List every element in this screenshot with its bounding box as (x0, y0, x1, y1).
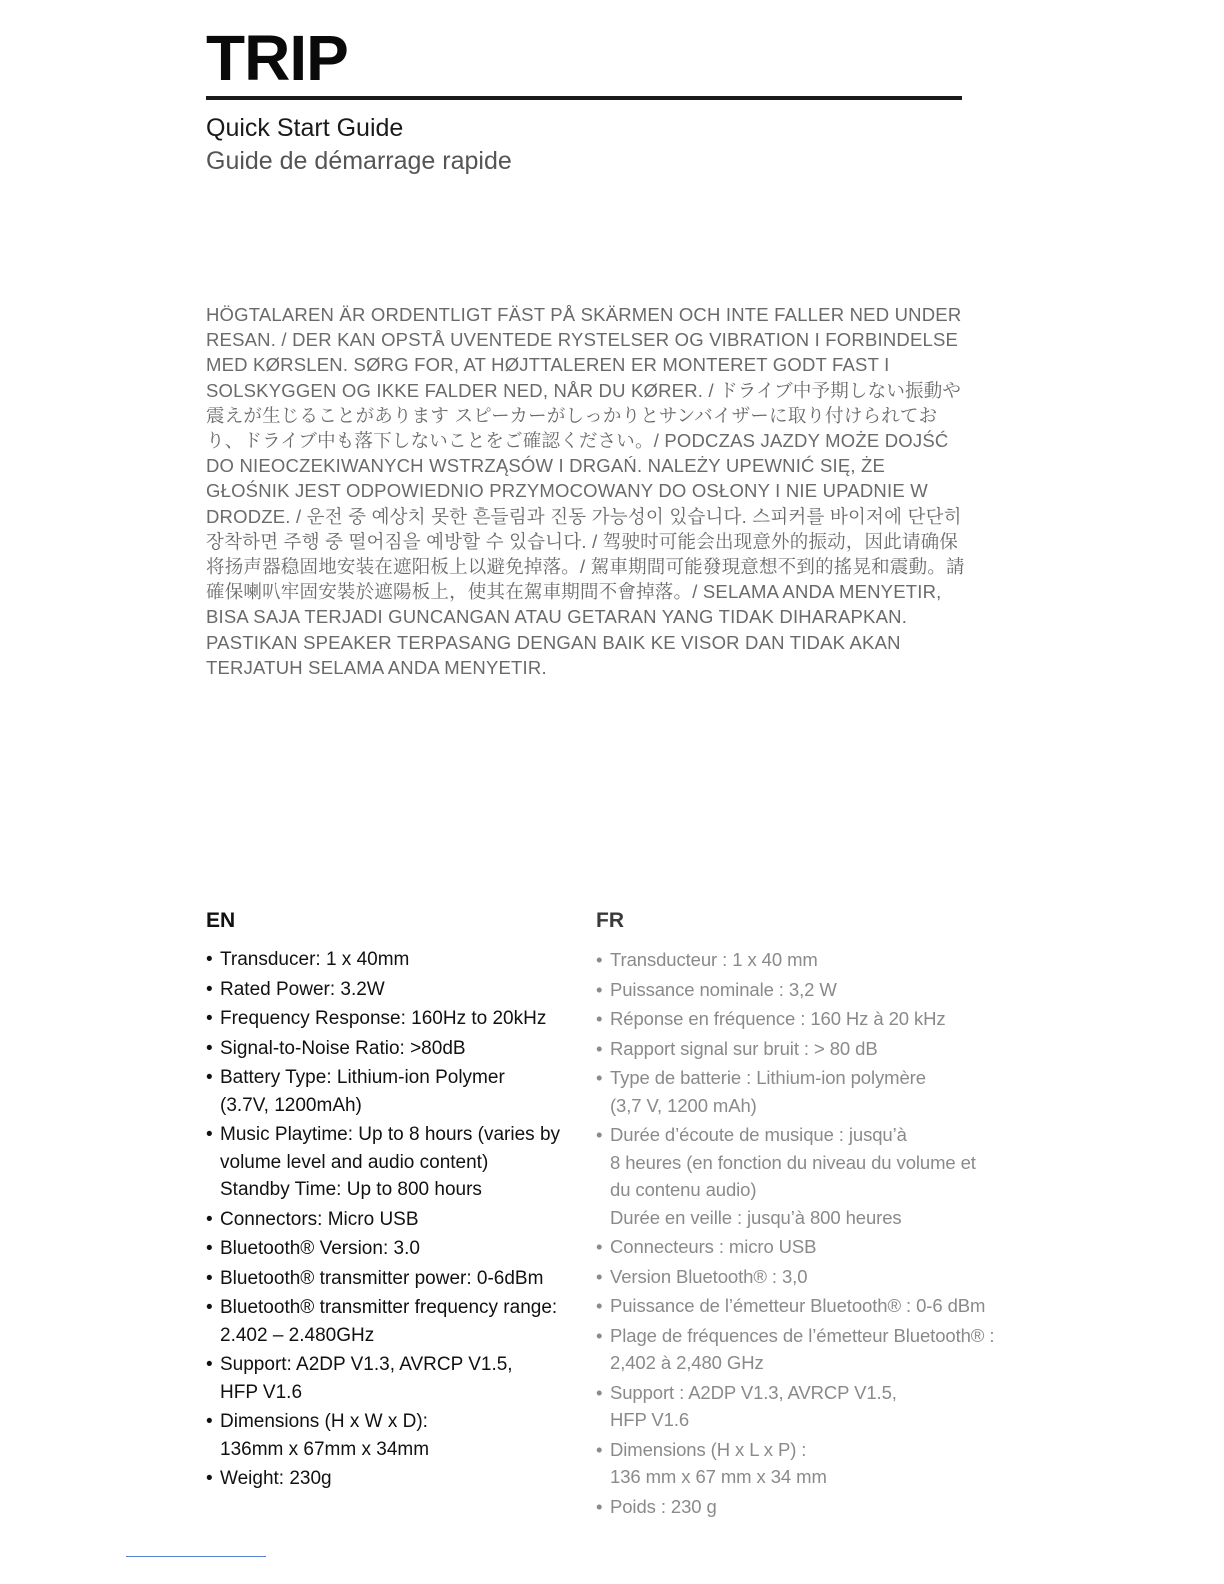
subtitle-french: Guide de démarrage rapide (206, 147, 512, 175)
spec-line: • Transducteur : 1 x 40 mm (610, 949, 818, 970)
spec-line: • Dimensions (H x W x D): (220, 1411, 428, 1432)
spec-line: • Type de batterie : Lithium-ion polymère (610, 1067, 926, 1088)
spec-line: (3.7V, 1200mAh) (220, 1094, 362, 1116)
spec-line: • Rated Power: 3.2W (220, 978, 385, 1000)
multilingual-safety-warning: HÖGTALAREN ÄR ORDENTLIGT FÄST PÅ SKÄRMEN OCH INTE FALLER NED UNDER RESAN. / DER KAN OPSTÅ UVENTEDE RYSTELSER OG VIBRATION I FORBINDELSE MED KØRSLEN. SØRG FOR, AT HØJTTALEREN ER MONTERET GODT FAST I SOLSKYGGEN OG IKKE FALDER NED, NÅR DU KØRER. / ドライブ中予期しない振動や震えが生じることがあります スピーカーがしっかりとサンバイザーに取り付けられており、ドライブ中も落下しないことをご確認ください。/ PODCZAS JAZDY MOŻE DOJŚĆ DO NIEOCZEKIWANYCH WSTRZĄSÓW I DRGAŃ. NALEŻY UPEWNIĆ SIĘ, ŻE GŁOŚNIK JEST ODPOWIEDNIO PRZYMOCOWANY DO OSŁONY I NIE UPADNIE W DRODZE. / 운전 중 예상치 못한 흔들림과 진동 가능성이 있습니다. 스피커를 바이저에 단단히 장착하면 주행 중 떨어짐을 예방할 수 있습니다. / 驾驶时可能会出现意外的振动，因此请确保将扬声器稳固地安装在遮阳板上以避免掉落。/ 駕車期間可能發現意想不到的搖晃和震動。請確保喇叭牢固安裝於遮陽板上，使其在駕車期間不會掉落。/ SELAMA ANDA MENYETIR, BISA SAJA TERJADI GUNCANGAN ATAU GETARAN YANG TIDAK DIHARAPKAN. PASTIKAN SPEAKER TERPASANG DENGAN BAIK KE VISOR DAN TIDAK AKAN TERJATUH SELAMA ANDA MENYETIR. (206, 304, 965, 678)
spec-item (596, 1379, 1006, 1434)
spec-line: • Puissance nominale : 3,2 W (610, 978, 837, 1000)
spec-line: • Dimensions (H x L x P) : (610, 1438, 807, 1460)
spec-item (206, 1408, 576, 1463)
spec-line: du contenu audio) (610, 1179, 757, 1200)
spec-list-english (206, 946, 576, 1493)
spec-line: • Bluetooth® transmitter power: 0-6dBm (220, 1267, 544, 1289)
spec-item (206, 946, 576, 974)
spec-item (596, 1322, 1006, 1377)
spec-line: 2.402 – 2.480GHz (220, 1324, 375, 1346)
spec-line: • Plage de fréquences de l’émetteur Bluetooth® : (610, 1324, 995, 1346)
spec-line: 2,402 à 2,480 GHz (610, 1352, 764, 1373)
title-divider (206, 96, 962, 100)
spec-line: Durée en veille : jusqu’à 800 heures (610, 1206, 902, 1228)
spec-line: • Bluetooth® transmitter frequency range: (220, 1297, 558, 1318)
spec-item (596, 1493, 1006, 1521)
spec-line: • Signal-to-Noise Ratio: >80dB (220, 1037, 466, 1059)
spec-item (596, 1121, 1006, 1231)
spec-line: • Support: A2DP V1.3, AVRCP V1.5, (220, 1354, 513, 1375)
spec-line: • Connecteurs : micro USB (610, 1236, 817, 1257)
page-footer-line (126, 1556, 266, 1557)
specs-heading-french: FR (596, 909, 624, 932)
spec-line: (3,7 V, 1200 mAh) (610, 1094, 757, 1116)
spec-line: • Poids : 230 g (610, 1495, 717, 1517)
spec-line: • Version Bluetooth® : 3,0 (610, 1265, 808, 1287)
spec-item (206, 1035, 576, 1063)
spec-item (596, 946, 1006, 974)
spec-line: • Connectors: Micro USB (220, 1208, 419, 1230)
spec-line: • Music Playtime: Up to 8 hours (varies by (220, 1124, 561, 1145)
spec-line: volume level and audio content) (220, 1151, 489, 1173)
spec-line: • Rapport signal sur bruit : > 80 dB (610, 1037, 878, 1059)
product-title: TRIP (206, 22, 348, 94)
spec-item (206, 1121, 576, 1204)
spec-line: • Puissance de l’émetteur Bluetooth® : 0-6 dBm (610, 1295, 986, 1316)
spec-item (206, 976, 576, 1004)
spec-line: 136 mm x 67 mm x 34 mm (610, 1466, 827, 1487)
spec-line: HFP V1.6 (610, 1409, 690, 1430)
spec-line: • Bluetooth® Version: 3.0 (220, 1238, 420, 1259)
spec-item (596, 1064, 1006, 1119)
spec-item (206, 1351, 576, 1406)
spec-item (596, 1005, 1006, 1033)
specs-heading-english: EN (206, 909, 236, 932)
spec-item (596, 1292, 1006, 1320)
spec-item (206, 1206, 576, 1234)
spec-line: HFP V1.6 (220, 1381, 303, 1403)
spec-item (206, 1265, 576, 1293)
specs-column-french (596, 906, 1006, 1522)
spec-item (596, 1436, 1006, 1491)
spec-line: Standby Time: Up to 800 hours (220, 1179, 482, 1200)
spec-item (596, 976, 1006, 1004)
spec-line: • Frequency Response: 160Hz to 20kHz (220, 1008, 547, 1029)
spec-item (206, 1235, 576, 1263)
spec-line: • Durée d’écoute de musique : jusqu’à (610, 1124, 907, 1145)
spec-list-french (596, 946, 1006, 1520)
spec-item (206, 1064, 576, 1119)
subtitle-english: Quick Start Guide (206, 114, 404, 142)
spec-line: • Support : A2DP V1.3, AVRCP V1.5, (610, 1381, 897, 1403)
spec-line: • Réponse en fréquence : 160 Hz à 20 kHz (610, 1008, 946, 1029)
spec-item (206, 1005, 576, 1033)
spec-line: 8 heures (en fonction du niveau du volume et (610, 1151, 976, 1173)
spec-line: • Weight: 230g (220, 1468, 332, 1489)
spec-line: • Battery Type: Lithium-ion Polymer (220, 1067, 505, 1088)
spec-item (596, 1035, 1006, 1063)
spec-item (206, 1294, 576, 1349)
spec-item (596, 1263, 1006, 1291)
spec-item (206, 1465, 576, 1493)
spec-line: 136mm x 67mm x 34mm (220, 1438, 430, 1460)
specs-column-english (206, 906, 576, 1495)
spec-item (596, 1233, 1006, 1261)
spec-line: • Transducer: 1 x 40mm (220, 949, 410, 970)
